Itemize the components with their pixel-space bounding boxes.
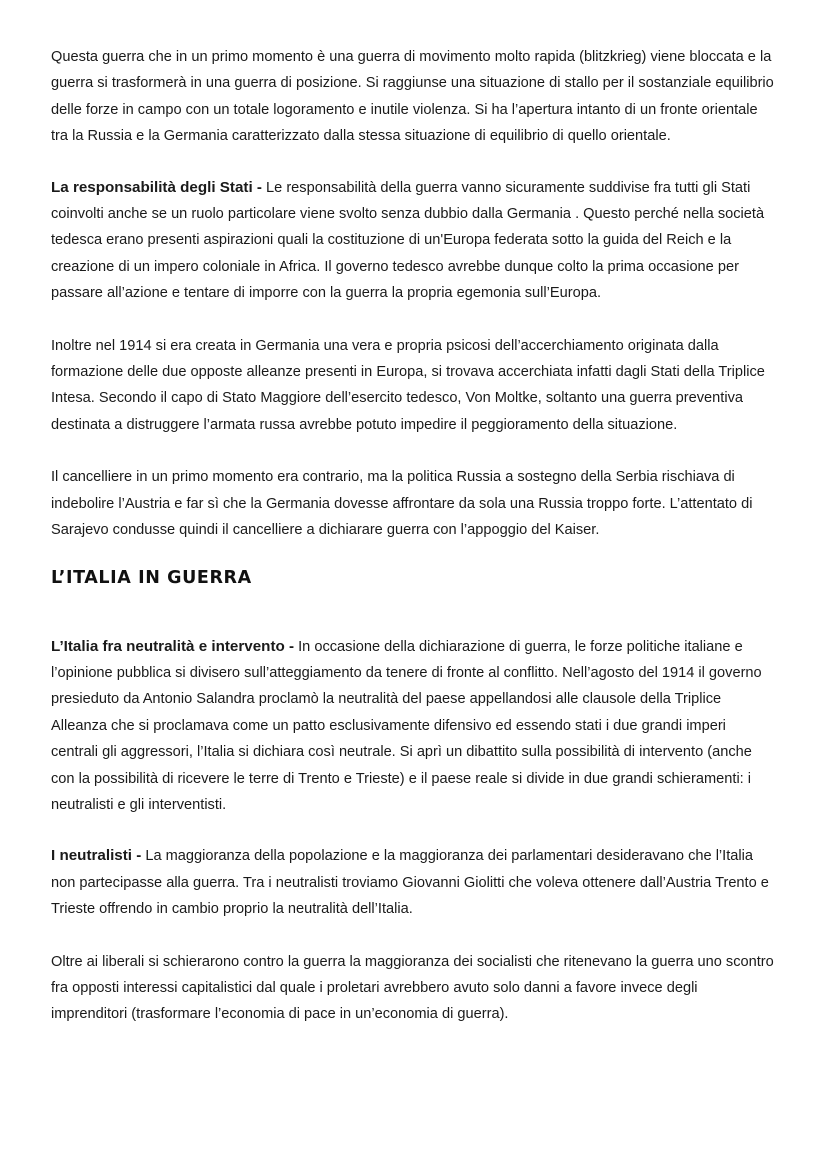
paragraph-text: Oltre ai liberali si schierarono contro la guerra la maggioranza dei socialisti che ritenevano la guerra uno scontro fra opposti interessi capitalistici dal quale i proletari avrebbero avuto solo danni a favore invece degli imprenditori (trasformare l’economia di pace in un’economia di guerra). — [51, 953, 774, 1023]
paragraph-responsabilita — [51, 175, 777, 307]
paragraph-text: In occasione della dichiarazione di guerra, le forze politiche italiane e l’opinione pubblica si divisero sull’atteggiamento da tenere di fronte al conflitto. Nell’agosto del 1914 il governo presieduto da Antonio Salandra proclamò la neutralità del paese appellandosi alle clausole della Triplice Alleanza che si proclamava come un patto esclusivamente difensivo ed essendo stati i due grandi imperi centrali gli aggressori, l’Italia si dichiara così neutrale. Si aprì un dibattito sulla possibilità di intervento (anche con la possibilità di ricevere le terre di Trento e Trieste) e il paese reale si divide in due grandi schieramenti: i neutralisti e gli interventisti. — [51, 638, 762, 813]
paragraph-text: Questa guerra che in un primo momento è una guerra di movimento molto rapida (blitzkrieg) viene bloccata e la guerra si trasformerà in una guerra di posizione. Si raggiunse una situazione di stallo per il sostanziale equilibrio delle forze in campo con un totale logoramento e inutile violenza. Si ha l’apertura intanto di un fronte orientale tra la Russia e la Germania caratterizzato dalla stessa situazione di equilibrio di quello orientale. — [51, 49, 774, 145]
paragraph-title: L’Italia fra neutralità e intervento - — [51, 637, 295, 655]
paragraph-title: La responsabilità degli Stati - — [51, 178, 262, 196]
paragraph-blitzkrieg — [51, 44, 777, 150]
paragraph-text: Le responsabilità della guerra vanno sicuramente suddivise fra tutti gli Stati coinvolti anche se un ruolo particolare viene svolto senza dubbio dalla Germania . Questo perché nella società tedesca erano presenti aspirazioni quali la costituzione di un'Europa federata sotto la guida del Reich e la creazione di un impero coloniale in Africa. Il governo tedesco avrebbe dunque colto la prima occasione per passare all’azione e tentare di imporre con la guerra la propria egemonia sull’Europa. — [51, 179, 765, 302]
paragraph-text: La maggioranza della popolazione e la maggioranza dei parlamentari desideravano che l’Italia non partecipasse alla guerra. Tra i neutralisti troviamo Giovanni Giolitti che voleva ottenere dall’Austria Trento e Trieste offrendo in cambio proprio la neutralità dell’Italia. — [51, 848, 769, 918]
paragraph-accerchiamento — [51, 333, 777, 439]
paragraph-text: Il cancelliere in un primo momento era contrario, ma la politica Russia a sostegno della Serbia rischiava di indebolire l’Austria e far sì che la Germania dovesse affrontare da sola una Russia troppo forte. L’attentato di Sarajevo condusse quindi il cancelliere a dichiarare guerra con l’appoggio del Kaiser. — [51, 469, 753, 539]
paragraph-title: I neutralisti - — [51, 847, 142, 865]
document-page — [51, 44, 777, 1028]
paragraph-neutralisti — [51, 843, 777, 922]
paragraph-neutralita-intervento — [51, 634, 777, 819]
paragraph-text: Inoltre nel 1914 si era creata in Germania una vera e propria psicosi dell’accerchiamento originata dalla formazione delle due opposte alleanze presenti in Europa, si trovava accerchiata infatti dagli Stati della Triplice Intesa. Secondo il capo di Stato Maggiore dell’esercito tedesco, Von Moltke, soltanto una guerra preventiva destinata a distruggere l’armata russa avrebbe potuto impedire il peggioramento della situazione. — [51, 337, 765, 433]
paragraph-socialisti — [51, 949, 777, 1028]
section-heading-italia: L’ITALIA IN GUERRA — [51, 567, 252, 588]
paragraph-cancelliere — [51, 464, 777, 543]
